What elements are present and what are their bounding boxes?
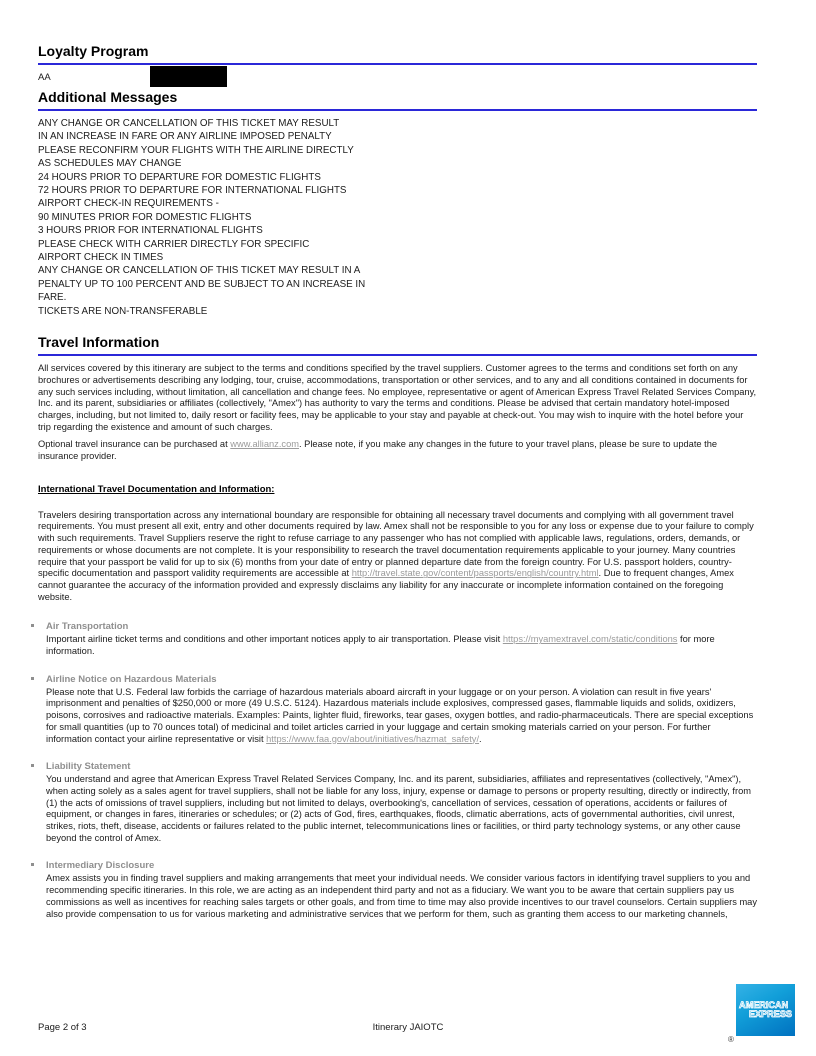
bullet-body: [46, 634, 757, 657]
loyalty-program-heading: Loyalty Program: [38, 43, 757, 65]
bullet-hazardous-materials: [38, 674, 757, 746]
bullet-title: Airline Notice on Hazardous Materials: [46, 673, 217, 685]
loyalty-program-row: [38, 65, 757, 89]
amex-logo-line1: AMERICAN: [739, 999, 789, 1011]
message-line: 90 MINUTES PRIOR FOR DOMESTIC FLIGHTS: [38, 211, 252, 223]
myamextravel-conditions-link[interactable]: https://myamextravel.com/static/conditions: [502, 634, 678, 645]
terms-paragraph: All services covered by this itinerary are subject to the terms and conditions specified by the travel suppliers. Customer agrees to the terms and conditions set forth on any brochures or advertisements describing any lodging, tour, cruise, accommodations, transportation or other services, and to any and all conditions contained in documents for any such services including, without limitation, all cancellation and change fees. No employee, representative or agent of American Express Travel Related Services Company, Inc. and its parent, subsidiaries or affiliates (collectively, "Amex") has authority to vary the terms and conditions. Please be advised that certain mandatory hotel-imposed charges, including, but not limited to, daily resort or facility fees, may be applicable to your stay and payable at check-out. You may wish to inquire with the hotel before your trip regarding the existence and amount of such charges.: [38, 363, 757, 432]
bullet-body: [46, 687, 757, 746]
bullet-marker-icon: [31, 677, 34, 680]
message-line: 72 HOURS PRIOR TO DEPARTURE FOR INTERNATIONAL FLIGHTS: [38, 185, 347, 197]
bullet-text-after: for more information.: [46, 634, 715, 657]
faa-hazmat-safety-link[interactable]: https://www.faa.gov/about/initiatives/hazmat_safety/: [266, 733, 480, 744]
message-line: AIRPORT CHECK-IN REQUIREMENTS -: [38, 198, 219, 210]
international-documentation-heading: International Travel Documentation and Information:: [38, 483, 275, 495]
message-line: PLEASE RECONFIRM YOUR FLIGHTS WITH THE AIRLINE DIRECTLY: [38, 144, 354, 156]
message-line: IN AN INCREASE IN FARE OR ANY AIRLINE IMPOSED PENALTY: [38, 131, 332, 143]
document-page: [38, 0, 757, 936]
bullet-body: Amex assists you in finding travel suppliers and making arrangements that meet your individual needs. We consider various factors in identifying travel suppliers to you and recommending specific itineraries. In this role, we are acting as an independent third party and not as a fiduciary. We want you to be aware that certain suppliers pay us commissions as well as incentives for reaching sales targets or other goals, and from time to time may also provide incentives to our travel counselors. Certain suppliers may also provide compensation to us for various marketing and administrative services that we perform for them, such as granting them access to our marketing channels,: [46, 873, 758, 919]
additional-messages-heading: Additional Messages: [38, 89, 757, 111]
bullet-text-before: Important airline ticket terms and conditions and other important notices apply to air transportation. Please visit: [46, 634, 503, 645]
insurance-text-after: . Please note, if you make any changes in the future to your travel plans, please be sure to update the insurance provider.: [38, 439, 718, 462]
message-line: 24 HOURS PRIOR TO DEPARTURE FOR DOMESTIC FLIGHTS: [38, 171, 321, 183]
bullet-marker-icon: [31, 863, 34, 866]
international-text-after: . Due to frequent changes, Amex cannot guarantee the accuracy of the information provided and expressly disclaims any liability for any inaccurate or incomplete information contained on the foregoing website.: [38, 568, 734, 602]
bullet-liability-statement: [38, 761, 757, 844]
bullet-body: You understand and agree that American Express Travel Related Services Company, Inc. and its parent, subsidiaries, affiliates and representatives (collectively, "Amex"), when acting solely as a sales agent for travel suppliers, shall not be liable for any loss, injury, expense or damage to persons or property resulting, directly or indirectly, from (1) the acts of omissions of travel suppliers, including but not limited to delays, overbooking's, cancellation of services, cessation of operations, accidents or failures of equipment, or changes in fares, itineraries or schedules; or (2) acts of God, fires, earthquakes, floods, climatic aberrations, acts of governmental authorities, civil unrest, strikes, riots, theft, disease, accidents or failures related to the public internet, telecommunications lines or facilities, or third party technology systems, or any other cause beyond the control of Amex.: [46, 774, 752, 843]
message-line: TICKETS ARE NON-TRANSFERABLE: [38, 305, 208, 317]
page-number: Page 2 of 3: [38, 1022, 87, 1033]
bullet-title: Intermediary Disclosure: [46, 860, 155, 872]
insurance-text-before: Optional travel insurance can be purchased at: [38, 439, 231, 450]
bullet-intermediary-disclosure: [38, 860, 757, 920]
bullet-text-after: .: [479, 733, 482, 744]
message-line: PLEASE CHECK WITH CARRIER DIRECTLY FOR SPECIFIC: [38, 238, 310, 250]
international-text-before: Travelers desiring transportation across any international boundary are responsible for obtaining all necessary travel documents and complying with all government travel requirements. You must present all exit, entry and other documents required by law. Amex shall not be responsible to you for any loss or expense due to your failure to comply with such requirements. Travel Suppliers reserve the right to refuse carriage to any passenger who has not complied with applicable laws, regulations, orders, demands, or requirements or whose documents are not complete. It is your responsibility to research the travel documentation requirements applicable to your journey. Many countries require that your passport be valid for up to six (6) months from your date of entry or planned departure date from the foreign country. For U.S. passport holders, country-specific documentation and passport validity requirements are accessible at: [38, 509, 754, 579]
bullet-marker-icon: [31, 624, 34, 627]
amex-logo-line2: EXPRESS: [749, 1009, 793, 1020]
international-paragraph: [38, 510, 757, 604]
bullet-text-before: Please note that U.S. Federal law forbids the carriage of hazardous materials aboard aircraft in your luggage or on your person. A violation can result in five years' imprisonment and penalties of $250,000 or more (49 U.S.C. 5124). Hazardous materials include explosives, compressed gases, flammable liquids and solids, oxidizers, poisons, corrosives and radioactive materials. Examples: Paints, lighter fluid, fireworks, tear gases, oxygen bottles, and radio-pharmaceuticals. There are special exceptions for small quantities (up to 70 ounces total) of medicinal and toilet articles carried in your luggage and certain smoking materials carried on your person. For further information contact your airline representative or visit: [46, 686, 754, 744]
allianz-link[interactable]: www.allianz.com: [230, 439, 299, 450]
message-line: ANY CHANGE OR CANCELLATION OF THIS TICKET MAY RESULT: [38, 118, 340, 129]
american-express-logo-icon: [728, 984, 795, 1044]
message-line: AIRPORT CHECK IN TIMES: [38, 252, 164, 264]
travel-state-gov-link[interactable]: http://travel.state.gov/content/passports/english/country.html: [351, 568, 599, 579]
itinerary-reference: Itinerary JAIOTC: [372, 1022, 444, 1033]
bullet-title: Liability Statement: [46, 761, 131, 773]
message-line: 3 HOURS PRIOR FOR INTERNATIONAL FLIGHTS: [38, 225, 263, 237]
registered-trademark-icon: ®: [728, 1035, 734, 1044]
disclosure-bullet-list: [38, 621, 757, 920]
message-line: FARE.: [38, 292, 67, 304]
travel-information-heading: Travel Information: [38, 334, 757, 356]
message-line: ANY CHANGE OR CANCELLATION OF THIS TICKET MAY RESULT IN A: [38, 265, 361, 277]
bullet-air-transportation: [38, 621, 757, 657]
redacted-loyalty-number-box: [150, 66, 227, 87]
additional-messages-list: [38, 117, 757, 318]
message-line: PENALTY UP TO 100 PERCENT AND BE SUBJECT TO AN INCREASE IN: [38, 278, 366, 290]
message-line: AS SCHEDULES MAY CHANGE: [38, 158, 182, 170]
bullet-marker-icon: [31, 764, 34, 767]
bullet-title: Air Transportation: [46, 621, 129, 633]
loyalty-airline-code: AA: [38, 71, 51, 83]
insurance-paragraph: [38, 439, 757, 462]
